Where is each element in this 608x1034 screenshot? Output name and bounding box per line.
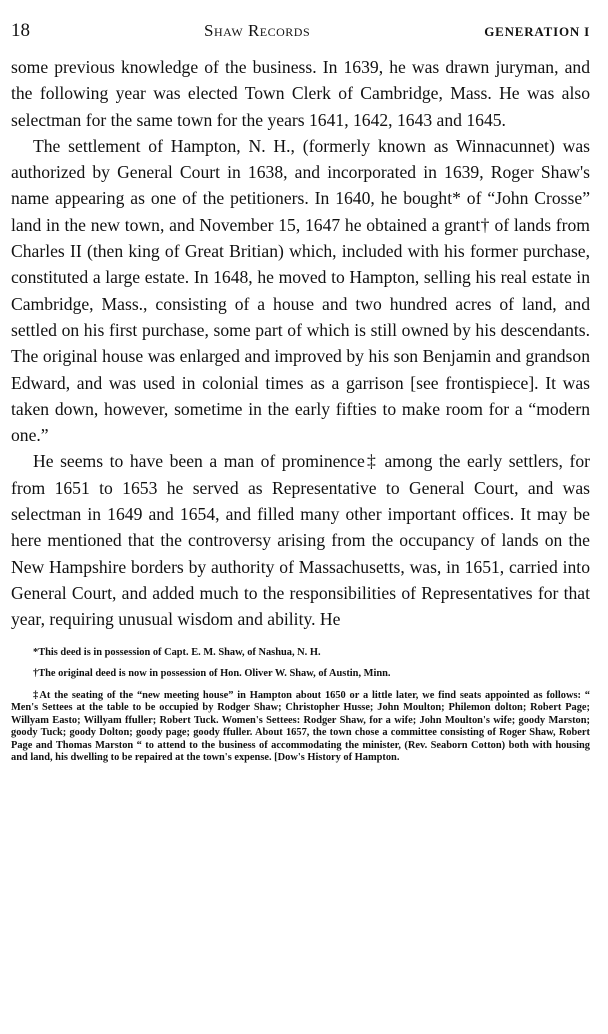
paragraph-hampton-settlement: The settlement of Hampton, N. H., (formerly known as Winnacunnet) was authorized by General Court in 1638, and incorporated in 1639, Roger Shaw's name appearing as one of the petitioners. In 1640, he bought* of “John Crosse” land in the new town, and November 15, 1647 he obtained a grant† of lands from Charles II (then king of Great Britian) which, included with his former purchase, constituted a large estate. In 1648, he moved to Hampton, selling his real estate in Cambridge, Mass., consisting of a house and two hundred acres of land, and settled on his first purchase, some part of which is still owned by his descendants. The original house was enlarged and improved by his son Benjamin and grandson Edward, and was used in colonial times as a garrison [see frontispiece]. It was taken down, however, sometime in the early fifties to make room for a “modern one.” [11, 135, 590, 446]
paragraph-continued: some previous knowledge of the business. In 1639, he was drawn juryman, and the following year was elected Town Clerk of Cambridge, Mass. He was also selectman for the same town for the years 1641, 1642, 1643 and 1645. [11, 57, 590, 130]
footnotes [11, 647, 590, 765]
page-number: 18 [11, 20, 30, 41]
running-title: Shaw Records [204, 21, 311, 40]
footnote-meeting-house: ‡At the seating of the “new meeting house” in Hampton about 1650 or a little later, we find seats appointed as follows: “ Men's Settees at the table to be occupied by Rodger Shaw; Christopher Husse; John Moulton; Philemon dolton; Robert Page; Willyam Easto; Willyam ffuller; Robert Tuck. Women's Settees: Rodger Shaw, for a wife; John Moulton's wife; goody Marston; goody Tuck; goody Dolton; goody page; goody ffuller. About 1657, the town chose a committee consisting of Roger Shaw, Robert Page and Thomas Marston “ to attend to the business of accommodating the minister, (Rev. Seaborn Cotton) both with housing and land, his dwelling to be repaired at the town's expense. [Dow's History of Hampton. [11, 689, 590, 764]
footnote-original-deed: †The original deed is now in possession of Hon. Oliver W. Shaw, of Austin, Minn. [33, 668, 391, 680]
main-text [11, 54, 590, 633]
generation-label: GENERATION I [484, 24, 590, 39]
paragraph-prominence: He seems to have been a man of prominence‡ among the early settlers, for from 1651 to 1653 he served as Representative to General Court, and was selectman in 1649 and 1654, and filled many other important offices. It may be here mentioned that the controversy arising from the occupancy of lands on the New Hampshire borders by authority of Massachusetts, was, in 1651, carried into General Court, and added much to the responsibilities of Representatives for that year, requiring unusual wisdom and ability. He [11, 451, 590, 630]
running-header [11, 20, 590, 46]
footnote-deed-nashua: *This deed is in possession of Capt. E. M. Shaw, of Nashua, N. H. [33, 646, 321, 658]
